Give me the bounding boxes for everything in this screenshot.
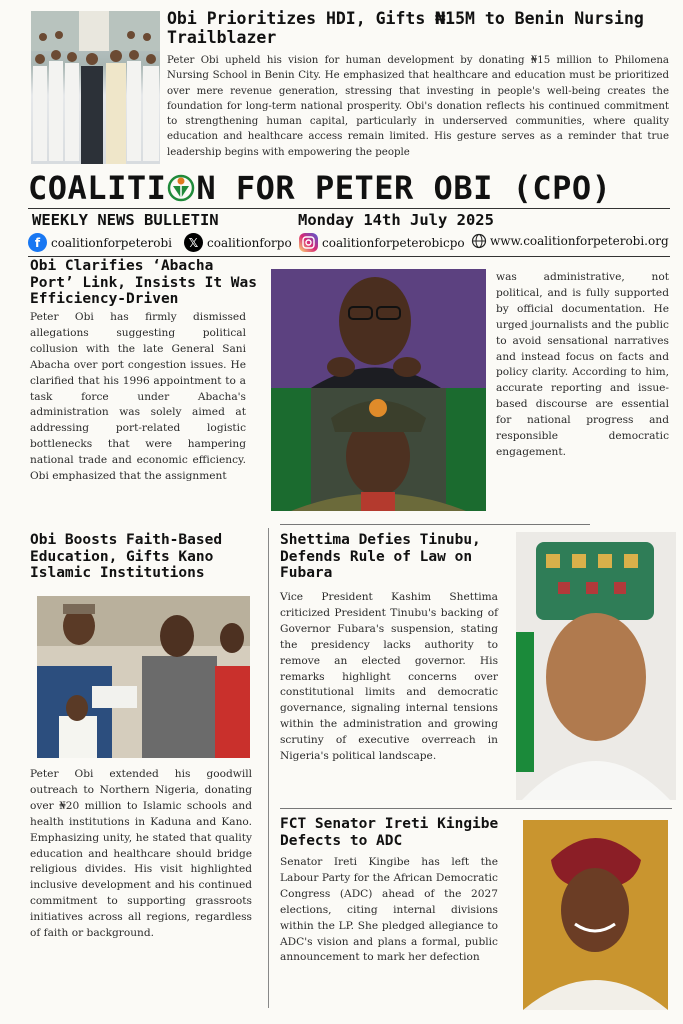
- instagram-handle: coalitionforpeterobicpo: [322, 235, 465, 250]
- cpo-logo: [167, 172, 195, 204]
- section-divider: [280, 524, 590, 525]
- abacha-headline: Obi Clarifies ‘Abacha Port’ Link, Insists It Was Efficiency-Driven: [30, 258, 257, 307]
- shettima-divider: [280, 808, 672, 809]
- masthead-title-left: COALITI: [28, 169, 167, 207]
- masthead-title: [28, 168, 678, 208]
- website-url: www.coalitionforpeterobi.org: [490, 234, 669, 248]
- ireti-kingibe-photo: [523, 820, 668, 1010]
- nursing-school-group-photo: [31, 11, 160, 164]
- social-facebook[interactable]: [28, 233, 172, 252]
- masthead-subtitle: WEEKLY NEWS BULLETIN: [32, 211, 219, 229]
- kano-body: Peter Obi extended his goodwill outreach to Northern Nigeria, donating over ₦20 million to Islamic schools and health institutions in Kaduna and Kano. Emphasizing unity, he stated that quality education and healthcare should bridge religious divides. His visit highlighted inclusive development and his continued commitment to supporting grassroots initiatives across all regions, regardless of faith or background.: [30, 768, 252, 940]
- social-instagram[interactable]: [299, 233, 465, 252]
- kingibe-body: Senator Ireti Kingibe has left the Labour Party for the African Democratic Congress (ADC) ahead of the 2027 elections, citing internal divisions within the LP. She pledged allegiance to ADC's vision and plans a formal, public announcement to mark her defection: [280, 856, 498, 964]
- column-divider: [268, 528, 269, 1008]
- masthead-date: Monday 14th July 2025: [298, 211, 494, 229]
- abacha-body-left: Peter Obi has firmly dismissed allegations suggesting political collusion with the late General Sani Abacha over port congestion issues. He clarified that his 1996 appointment to a task force under Abacha's administration was solely aimed at addressing port-related logistic bottlenecks that were hampering national trade and economic efficiency. Obi emphasized that the assignment: [30, 311, 246, 483]
- social-website[interactable]: [471, 233, 669, 249]
- social-x[interactable]: [184, 233, 292, 252]
- abacha-body-right: was administrative, not political, and is fully supported by official documentation. He urged journalists and the public to avoid sensational narratives and instead focus on facts and policy clarity. According to him, accurate reporting and issue-based discourse are essential for national progress and responsible democratic engagement.: [496, 271, 669, 458]
- x-icon: 𝕏: [184, 233, 203, 252]
- top-story-headline: Obi Prioritizes HDI, Gifts ₦15M to Benin Nursing Trailblazer: [167, 9, 644, 47]
- facebook-icon: f: [28, 233, 47, 252]
- shettima-headline: Shettima Defies Tinubu, Defends Rule of Law on Fubara: [280, 532, 481, 581]
- globe-icon: [471, 233, 487, 249]
- kashim-shettima-photo: [516, 532, 676, 800]
- masthead-title-right: N FOR PETER OBI (CPO): [196, 169, 612, 207]
- facebook-handle: coalitionforpeterobi: [51, 235, 172, 250]
- kano-headline: Obi Boosts Faith-Based Education, Gifts Kano Islamic Institutions: [30, 532, 223, 581]
- masthead-rule-top: [28, 208, 670, 209]
- shettima-body: Vice President Kashim Shettima criticized President Tinubu's backing of Governor Fubara's suspension, stating the presidency lacks authority to remove an elected governor. His remarks highlight concerns over constitutional limits and democratic governance, signaling internal tensions within the administration and growing scrutiny of executive overreach in Nigeria's political landscape.: [280, 591, 498, 763]
- masthead-rule-bottom: [28, 256, 670, 257]
- top-story-body: Peter Obi upheld his vision for human development by donating ₦15 million to Philomena Nursing School in Benin City. He emphasized that healthcare and education must be prioritized over mere revenue generation, stressing that investing in people's well-being creates the foundation for long-term national prosperity. Obi's donation reflects his continued commitment to strengthening human capital, particularly in underserved communities, where quality education and healthcare access remain limited. His gesture serves as a reminder that true leadership begins with empowering the people: [167, 55, 669, 158]
- sani-abacha-photo: [271, 388, 486, 511]
- kingibe-headline: FCT Senator Ireti Kingibe Defects to ADC: [280, 816, 499, 849]
- kano-donation-photo: [37, 596, 250, 758]
- instagram-icon: [299, 233, 318, 252]
- x-handle: coalitionforpo: [207, 235, 292, 250]
- peter-obi-photo: [271, 269, 486, 388]
